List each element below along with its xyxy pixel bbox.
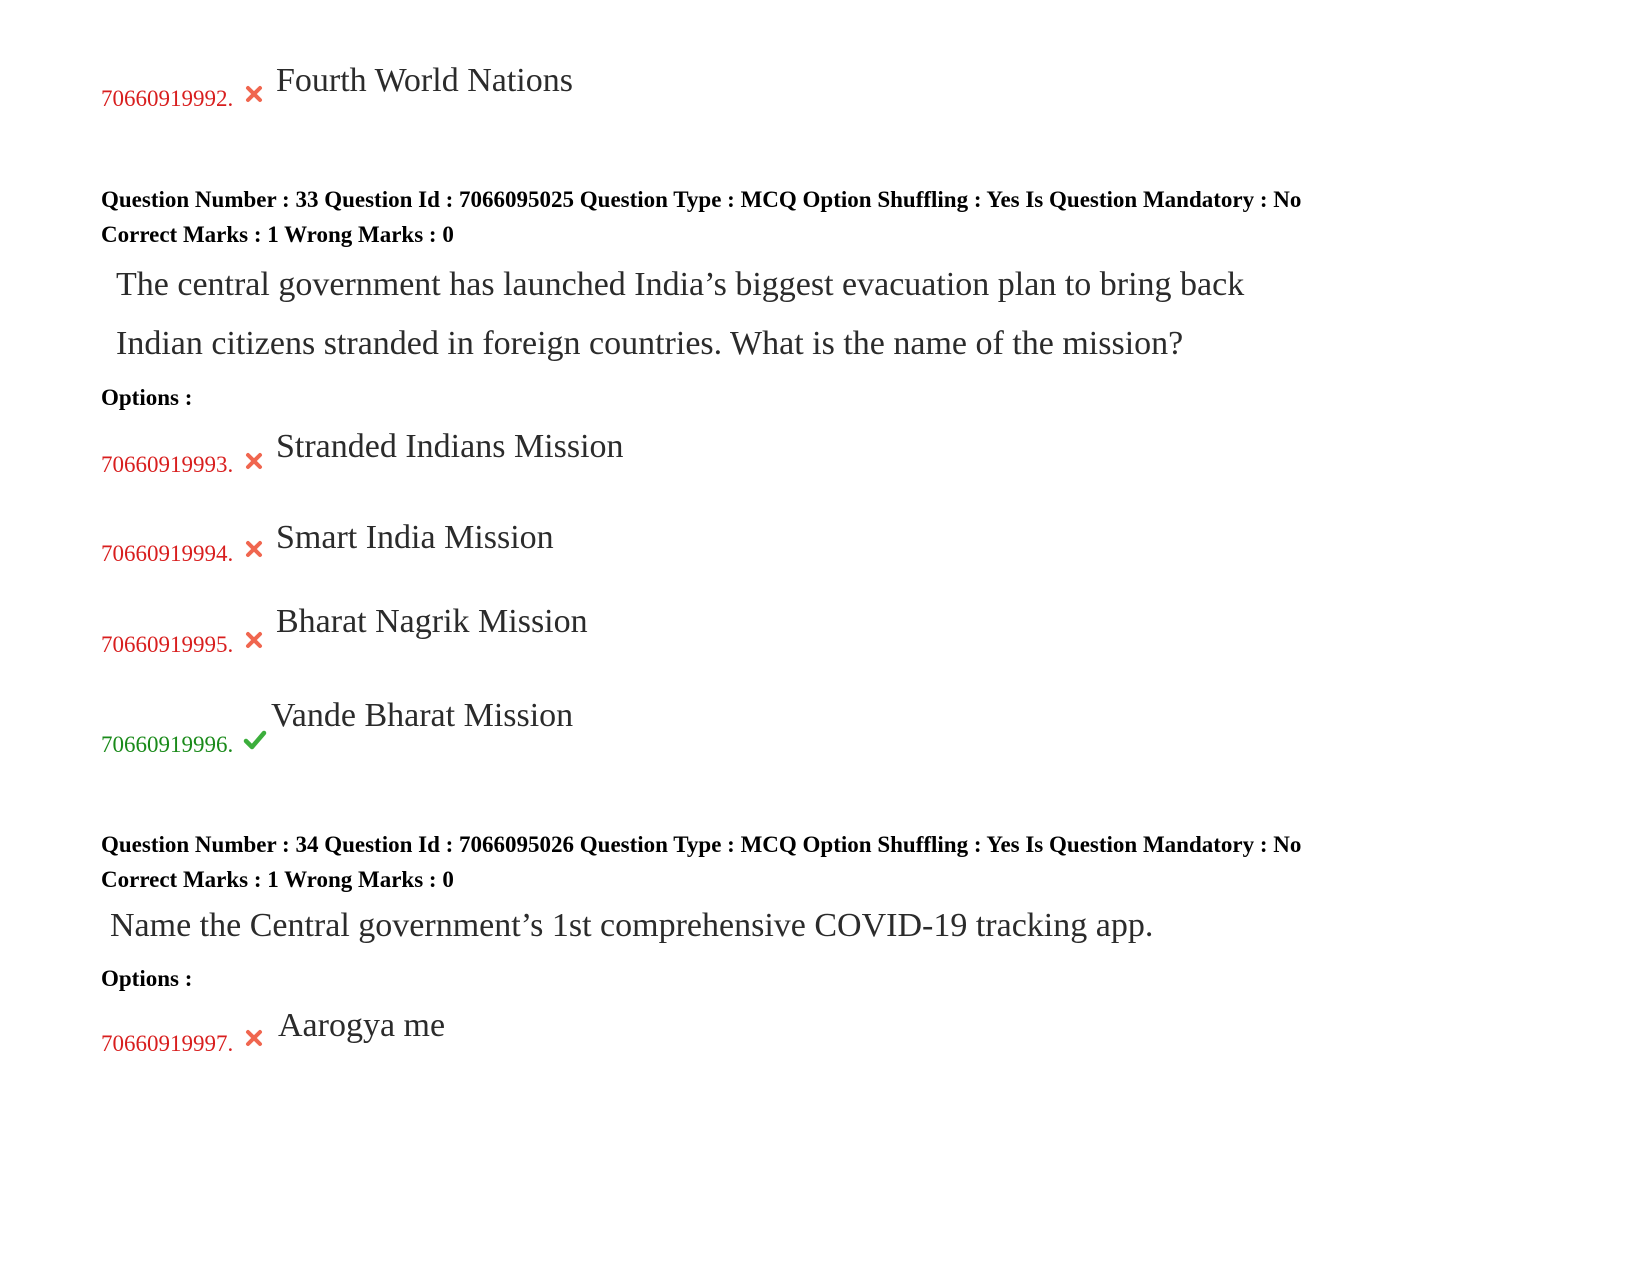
question-meta-line: Question Number : 33 Question Id : 7066095025 Question Type : MCQ Option Shuffling : Yes Is Question Mandatory : No — [101, 187, 1302, 212]
cross-icon — [245, 85, 263, 103]
check-icon — [243, 729, 267, 751]
option-text: Bharat Nagrik Mission — [276, 603, 588, 640]
options-label: Options : — [101, 385, 193, 410]
options-label: Options : — [101, 966, 193, 991]
option-id: 70660919997. — [101, 1031, 234, 1056]
option-text: Aarogya me — [278, 1007, 446, 1044]
marks-meta-line: Correct Marks : 1 Wrong Marks : 0 — [101, 222, 454, 247]
option-id: 70660919994. — [101, 541, 234, 566]
option-text: Smart India Mission — [276, 519, 554, 556]
cross-icon — [245, 452, 263, 470]
option-text: Stranded Indians Mission — [276, 428, 624, 465]
option-text: Fourth World Nations — [276, 62, 573, 99]
question-meta — [101, 182, 1301, 252]
option-text: Vande Bharat Mission — [271, 697, 574, 734]
question-meta-line: Question Number : 34 Question Id : 7066095026 Question Type : MCQ Option Shuffling : Yes Is Question Mandatory : No — [101, 832, 1302, 857]
question-text-line: Indian citizens stranded in foreign countries. What is the name of the mission? — [116, 325, 1184, 362]
cross-icon — [245, 540, 263, 558]
question-text-line: The central government has launched India’s biggest evacuation plan to bring back — [116, 266, 1245, 303]
option-id: 70660919993. — [101, 452, 234, 477]
option-id: 70660919992. — [101, 86, 234, 111]
option-id: 70660919995. — [101, 632, 234, 657]
cross-icon — [245, 631, 263, 649]
question-text-line: Name the Central government’s 1st comprehensive COVID-19 tracking app. — [110, 907, 1154, 944]
marks-meta-line: Correct Marks : 1 Wrong Marks : 0 — [101, 867, 454, 892]
option-id: 70660919996. — [101, 732, 234, 757]
cross-icon — [245, 1029, 263, 1047]
question-meta — [101, 827, 1301, 897]
